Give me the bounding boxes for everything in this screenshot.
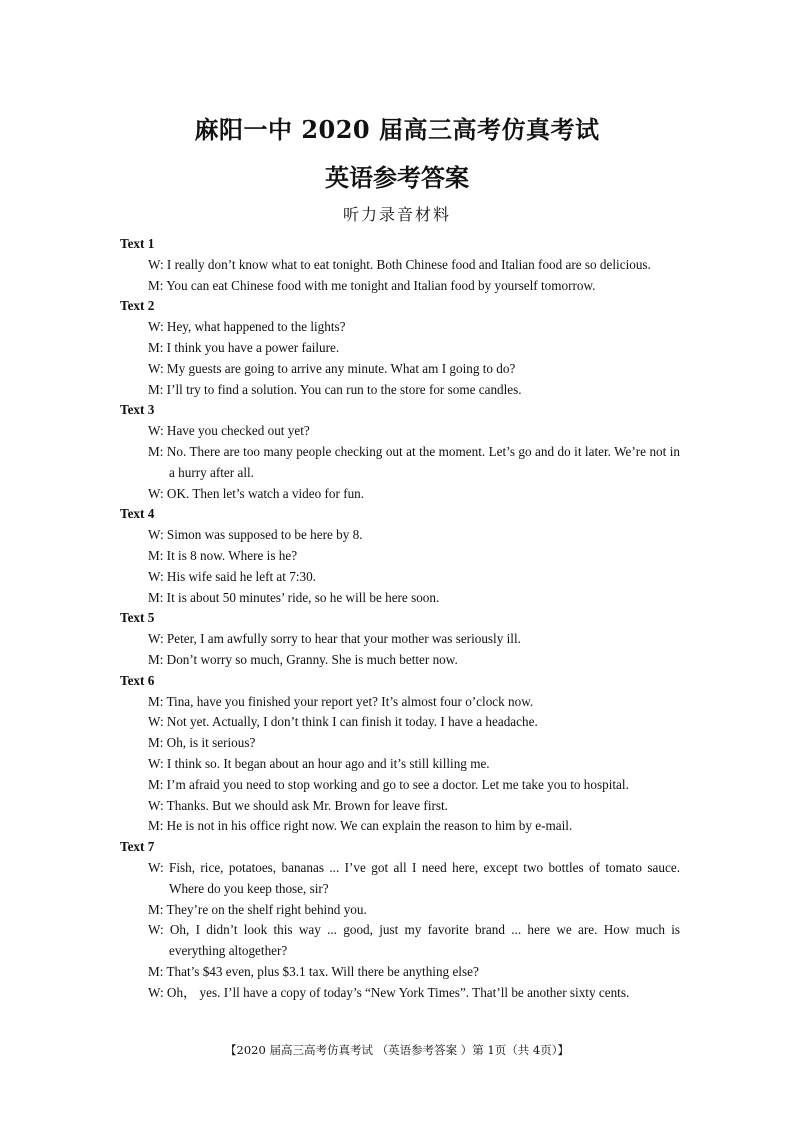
text-label: Text 4 bbox=[120, 506, 155, 522]
dialogue-line: W: Thanks. But we should ask Mr. Brown for leave first. bbox=[148, 797, 448, 813]
dialogue-line: M: Tina, have you finished your report yet? It’s almost four o’clock now. bbox=[148, 693, 534, 709]
dialogue-line: M: Don’t worry so much, Granny. She is much better now. bbox=[148, 651, 458, 667]
transcript-section bbox=[120, 671, 680, 837]
dialogue-line: W: Not yet. Actually, I don’t think I can finish it today. I have a headache. bbox=[148, 714, 538, 730]
dialogue-line: W: Oh, I didn’t look this way ... good, just my favorite brand ... here we are. How much is everything altogether? bbox=[148, 922, 680, 959]
dialogue-line: M: I’ll try to find a solution. You can run to the store for some candles. bbox=[148, 381, 522, 397]
dialogue-line: M: No. There are too many people checking out at the moment. Let’s go and do it later. We’re not in a hurry after all. bbox=[148, 443, 680, 480]
transcript-section bbox=[120, 296, 680, 400]
transcript-section bbox=[120, 608, 680, 670]
dialogue-line: W: Peter, I am awfully sorry to hear that your mother was seriously ill. bbox=[148, 631, 521, 647]
transcript-body bbox=[120, 234, 680, 1003]
text-label: Text 2 bbox=[120, 298, 155, 314]
section-title: 听力录音材料 bbox=[342, 205, 451, 224]
page-subtitle: 英语参考答案 bbox=[325, 164, 469, 192]
dialogue-line: W: My guests are going to arrive any minute. What am I going to do? bbox=[148, 360, 516, 376]
dialogue-line: W: I really don’t know what to eat tonight. Both Chinese food and Italian food are so delicious. bbox=[148, 256, 651, 272]
text-label: Text 3 bbox=[120, 402, 155, 418]
dialogue-line: W: Hey, what happened to the lights? bbox=[148, 319, 346, 335]
transcript-section bbox=[120, 837, 680, 1003]
dialogue-line: W: Simon was supposed to be here by 8. bbox=[148, 527, 363, 543]
dialogue-line: W: Have you checked out yet? bbox=[148, 423, 310, 439]
text-label: Text 1 bbox=[120, 236, 155, 251]
dialogue-line: M: It is about 50 minutes’ ride, so he will be here soon. bbox=[148, 589, 440, 605]
dialogue-line: M: Oh, is it serious? bbox=[148, 735, 256, 751]
dialogue-line: M: That’s $43 even, plus $3.1 tax. Will there be anything else? bbox=[148, 963, 479, 979]
dialogue-line: W: I think so. It began about an hour ago and it’s still killing me. bbox=[148, 755, 490, 771]
dialogue-line: W: His wife said he left at 7:30. bbox=[148, 568, 316, 584]
dialogue-line: W: OK. Then let’s watch a video for fun. bbox=[148, 485, 365, 501]
transcript-section bbox=[120, 504, 680, 608]
text-label: Text 7 bbox=[120, 839, 155, 855]
page-footer: 【2020 届高三高考仿真考试 （英语参考答案 ）第 1页（共 4页）】 bbox=[225, 1043, 569, 1057]
text-label: Text 5 bbox=[120, 610, 155, 626]
text-label: Text 6 bbox=[120, 672, 155, 688]
dialogue-line: M: I’m afraid you need to stop working and go to see a doctor. Let me take you to hospital. bbox=[148, 776, 629, 792]
dialogue-line: M: He is not in his office right now. We can explain the reason to him by e-mail. bbox=[148, 818, 573, 834]
dialogue-line: W: Fish, rice, potatoes, bananas ... I’ve got all I need here, except two bottles of tomato sauce. Where do you keep those, sir? bbox=[148, 859, 680, 896]
dialogue-line: M: You can eat Chinese food with me tonight and Italian food by yourself tomorrow. bbox=[148, 277, 596, 293]
transcript-section bbox=[120, 234, 680, 296]
dialogue-line: M: It is 8 now. Where is he? bbox=[148, 547, 298, 563]
dialogue-line: M: I think you have a power failure. bbox=[148, 339, 340, 355]
transcript-section bbox=[120, 400, 680, 504]
dialogue-line: W: Oh， yes. I’ll have a copy of today’s “New York Times”. That’ll be another sixty cents. bbox=[148, 984, 630, 1000]
page-title: 麻阳一中 2020 届高三高考仿真考试 bbox=[194, 115, 600, 144]
dialogue-line: M: They’re on the shelf right behind you. bbox=[148, 901, 367, 917]
